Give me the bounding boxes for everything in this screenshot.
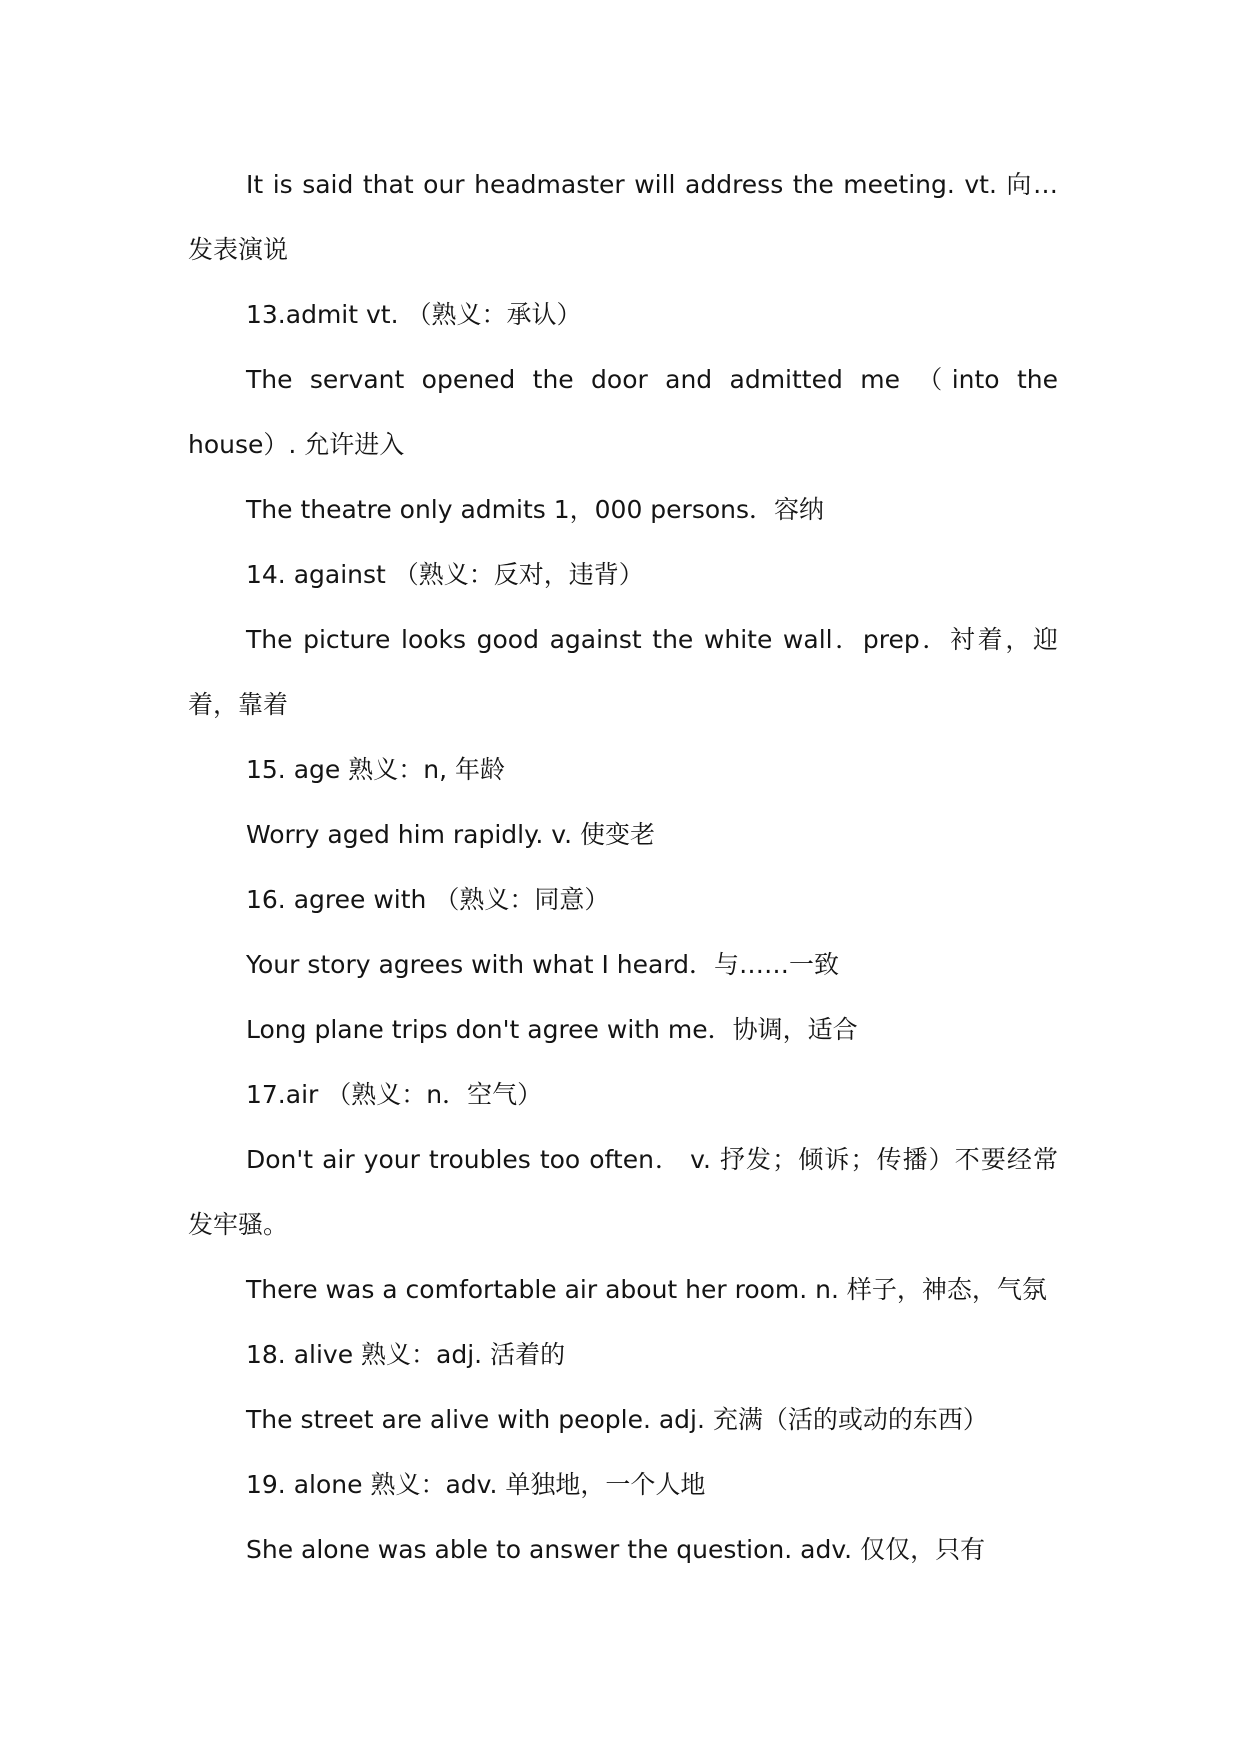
paragraph-heading-agree-with: 16. agree with （熟义：同意） <box>246 885 610 914</box>
document-body <box>188 152 1058 1582</box>
paragraph-heading-admit: 13.admit vt. （熟义：承认） <box>246 300 582 329</box>
paragraph-agree-example-1: Your story agrees with what I heard．与……一致 <box>246 950 840 979</box>
paragraph-alive-example: The street are alive with people. adj. 充满（活的或动的东西） <box>246 1405 988 1434</box>
paragraph-admit-example-1: The servant opened the door and admitted me （into the house）. 允许进入 <box>188 365 1058 459</box>
paragraph-heading-air: 17.air （熟义：n．空气） <box>246 1080 543 1109</box>
paragraph-age-example: Worry aged him rapidly. v. 使变老 <box>246 820 655 849</box>
paragraph-heading-alone: 19. alone 熟义：adv. 单独地，一个人地 <box>246 1470 706 1499</box>
paragraph-heading-against: 14. against （熟义：反对，违背） <box>246 560 644 589</box>
paragraph-admit-example-2: The theatre only admits 1，000 persons．容纳 <box>246 495 825 524</box>
paragraph-heading-age: 15. age 熟义：n, 年龄 <box>246 755 505 784</box>
paragraph-agree-example-2: Long plane trips don't agree with me．协调，适合 <box>246 1015 858 1044</box>
paragraph-alone-example: She alone was able to answer the question. adv. 仅仅，只有 <box>246 1535 986 1564</box>
paragraph-air-example-1: Don't air your troubles too often． v. 抒发；倾诉；传播）不要经常发牢骚。 <box>188 1145 1058 1239</box>
paragraph-address-example: It is said that our headmaster will address the meeting. vt. 向…发表演说 <box>188 170 1058 264</box>
paragraph-air-example-2: There was a comfortable air about her room. n. 样子，神态，气氛 <box>246 1275 1047 1304</box>
paragraph-against-example: The picture looks good against the white wall．prep．衬着，迎着，靠着 <box>188 625 1058 719</box>
paragraph-heading-alive: 18. alive 熟义：adj. 活着的 <box>246 1340 566 1369</box>
